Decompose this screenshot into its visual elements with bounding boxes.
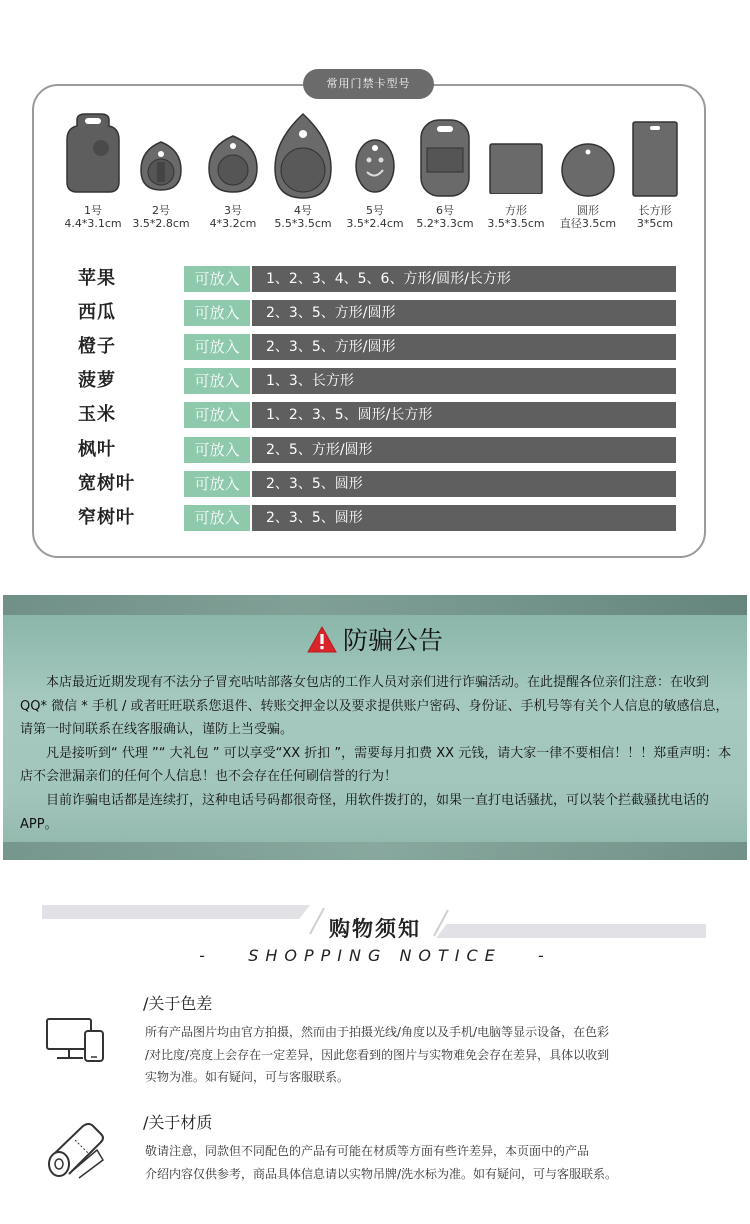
notice-line: 实物为准。如有疑问，可与客服联系。: [145, 1070, 350, 1084]
devices-icon: [45, 1017, 107, 1063]
compat-row-value: 2、5、方形/圆形: [252, 437, 676, 463]
notice-heading: /关于色差: [143, 994, 213, 1013]
compat-tag: 可放入: [184, 437, 250, 463]
compat-row-value: 2、3、5、圆形: [252, 505, 676, 531]
compat-tag: 可放入: [184, 334, 250, 360]
notice-line: 所有产品图片均由官方拍摄，然而由于拍摄光线/角度以及手机/电脑等显示设备，在色彩: [145, 1025, 610, 1039]
notice-line: /对比度/亮度上会存在一定差异，因此您看到的图片与实物难免会存在差异，具体以收到: [145, 1047, 610, 1062]
compat-row-name: 西瓜: [78, 302, 116, 323]
card-rect-shape-icon: [625, 112, 685, 198]
card-5-name: 5号: [366, 204, 384, 217]
compat-row-value: 1、2、3、4、5、6、方形/圆形/长方形: [252, 266, 676, 292]
notice-line: 敬请注意，同款但不同配色的产品有可能在材质等方面有些许差异，本页面中的产品: [145, 1144, 590, 1158]
compat-row-value: 1、2、3、5、圆形/长方形: [252, 402, 676, 428]
fraud-notice-panel: [3, 595, 747, 860]
card-square-shape-icon: [486, 112, 546, 194]
card-3-name: 3号: [224, 204, 242, 217]
card-1-shape-icon: [63, 112, 123, 194]
fraud-title: [3, 623, 747, 659]
notice-heading: /关于材质: [143, 1113, 213, 1132]
card-round-name: 圆形: [577, 204, 599, 217]
card-rect: [615, 112, 695, 242]
compat-row-value: 2、3、5、方形/圆形: [252, 334, 676, 360]
fraud-decor-strip: [3, 842, 747, 860]
notice-text: [145, 1140, 725, 1185]
fraud-paragraph: 本店最近近期发现有不法分子冒充咕咕部落女包店的工作人员对亲们进行诈骗活动。在此提醒各位亲们注意：在收到 QQ* 微信 * 手机 / 或者旺旺联系您退件、转账交押金以及要求提供账户密码、身份证、手机号等有关个人信息的敏感信息，请第一时间联系在线客服确认，谨防上当受骗。: [20, 675, 729, 738]
card-4-shape-icon: [273, 112, 333, 202]
compat-row-name: 橙子: [78, 336, 116, 357]
fraud-decor-strip: [3, 595, 747, 615]
compat-tag: 可放入: [184, 505, 250, 531]
card-6-name: 6号: [436, 204, 454, 217]
card-1-size: 4.4*3.1cm: [64, 217, 122, 230]
notice-title: 购物须知: [329, 917, 421, 941]
fraud-paragraph: 凡是接听到“ 代理 ”“ 大礼包 ” 可以享受“XX 折扣 ”，需要每月扣费 XX 元钱，请大家一律不要相信！！！郑重声明：本店不会泄漏亲们的任何个人信息！也不会存在任何刷信誉的行为！: [20, 745, 732, 785]
fabric-roll-icon: [45, 1120, 107, 1180]
notice-item-color: [45, 993, 725, 1093]
card-3-size: 4*3.2cm: [209, 217, 257, 230]
card-rect-size: 3*5cm: [636, 217, 674, 230]
card-2-name: 2号: [152, 204, 170, 217]
notice-item-material: [45, 1112, 725, 1192]
card-6-size: 5.2*3.3cm: [416, 217, 474, 230]
compat-tag: 可放入: [184, 368, 250, 394]
compat-row-name: 枫叶: [78, 439, 116, 460]
warning-icon: [307, 626, 337, 653]
notice-text: [145, 1021, 725, 1089]
card-1-name: 1号: [84, 204, 102, 217]
card-4-name: 4号: [294, 204, 312, 217]
card-round-shape-icon: [558, 112, 618, 198]
compat-row-value: 2、3、5、圆形: [252, 471, 676, 497]
notice-subtitle: - SHOPPING NOTICE -: [199, 946, 551, 965]
card-5-shape-icon: [345, 112, 405, 194]
compat-row-name: 玉米: [78, 404, 116, 425]
compat-row-name: 宽树叶: [78, 473, 135, 494]
notice-line: 介绍内容仅供参考，商品具体信息请以实物吊牌/洗水标为准。如有疑问，可与客服联系。: [145, 1166, 618, 1181]
card-6-shape-icon: [415, 112, 475, 200]
compat-tag: 可放入: [184, 266, 250, 292]
card-square-size: 3.5*3.5cm: [487, 217, 545, 230]
card-models-tag: 常用门禁卡型号: [303, 69, 434, 99]
fraud-body: [20, 671, 739, 836]
card-round-size: 直径3.5cm: [559, 217, 617, 230]
card-rect-label: [605, 204, 705, 230]
compat-row-name: 菠萝: [78, 370, 116, 391]
card-2-shape-icon: [131, 112, 191, 194]
compat-row-name: 窄树叶: [78, 507, 135, 528]
card-square-name: 方形: [505, 204, 527, 217]
card-3-shape-icon: [203, 112, 263, 194]
card-rect-name: 长方形: [638, 204, 672, 217]
compat-row-value: 1、3、长方形: [252, 368, 676, 394]
card-5-size: 3.5*2.4cm: [346, 217, 404, 230]
compat-tag: 可放入: [184, 300, 250, 326]
card-2-size: 3.5*2.8cm: [132, 217, 190, 230]
card-4-size: 5.5*3.5cm: [274, 217, 332, 230]
fraud-title-text: 防骗公告: [342, 626, 443, 655]
compat-tag: 可放入: [184, 402, 250, 428]
fraud-paragraph: 目前诈骗电话都是连续打，这种电话号码都很奇怪，用软件拨打的，如果一直打电话骚扰，可以装个拦截骚扰电话的 APP。: [20, 792, 710, 832]
compat-row-value: 2、3、5、方形/圆形: [252, 300, 676, 326]
compat-row-name: 苹果: [78, 268, 116, 289]
compat-tag: 可放入: [184, 471, 250, 497]
